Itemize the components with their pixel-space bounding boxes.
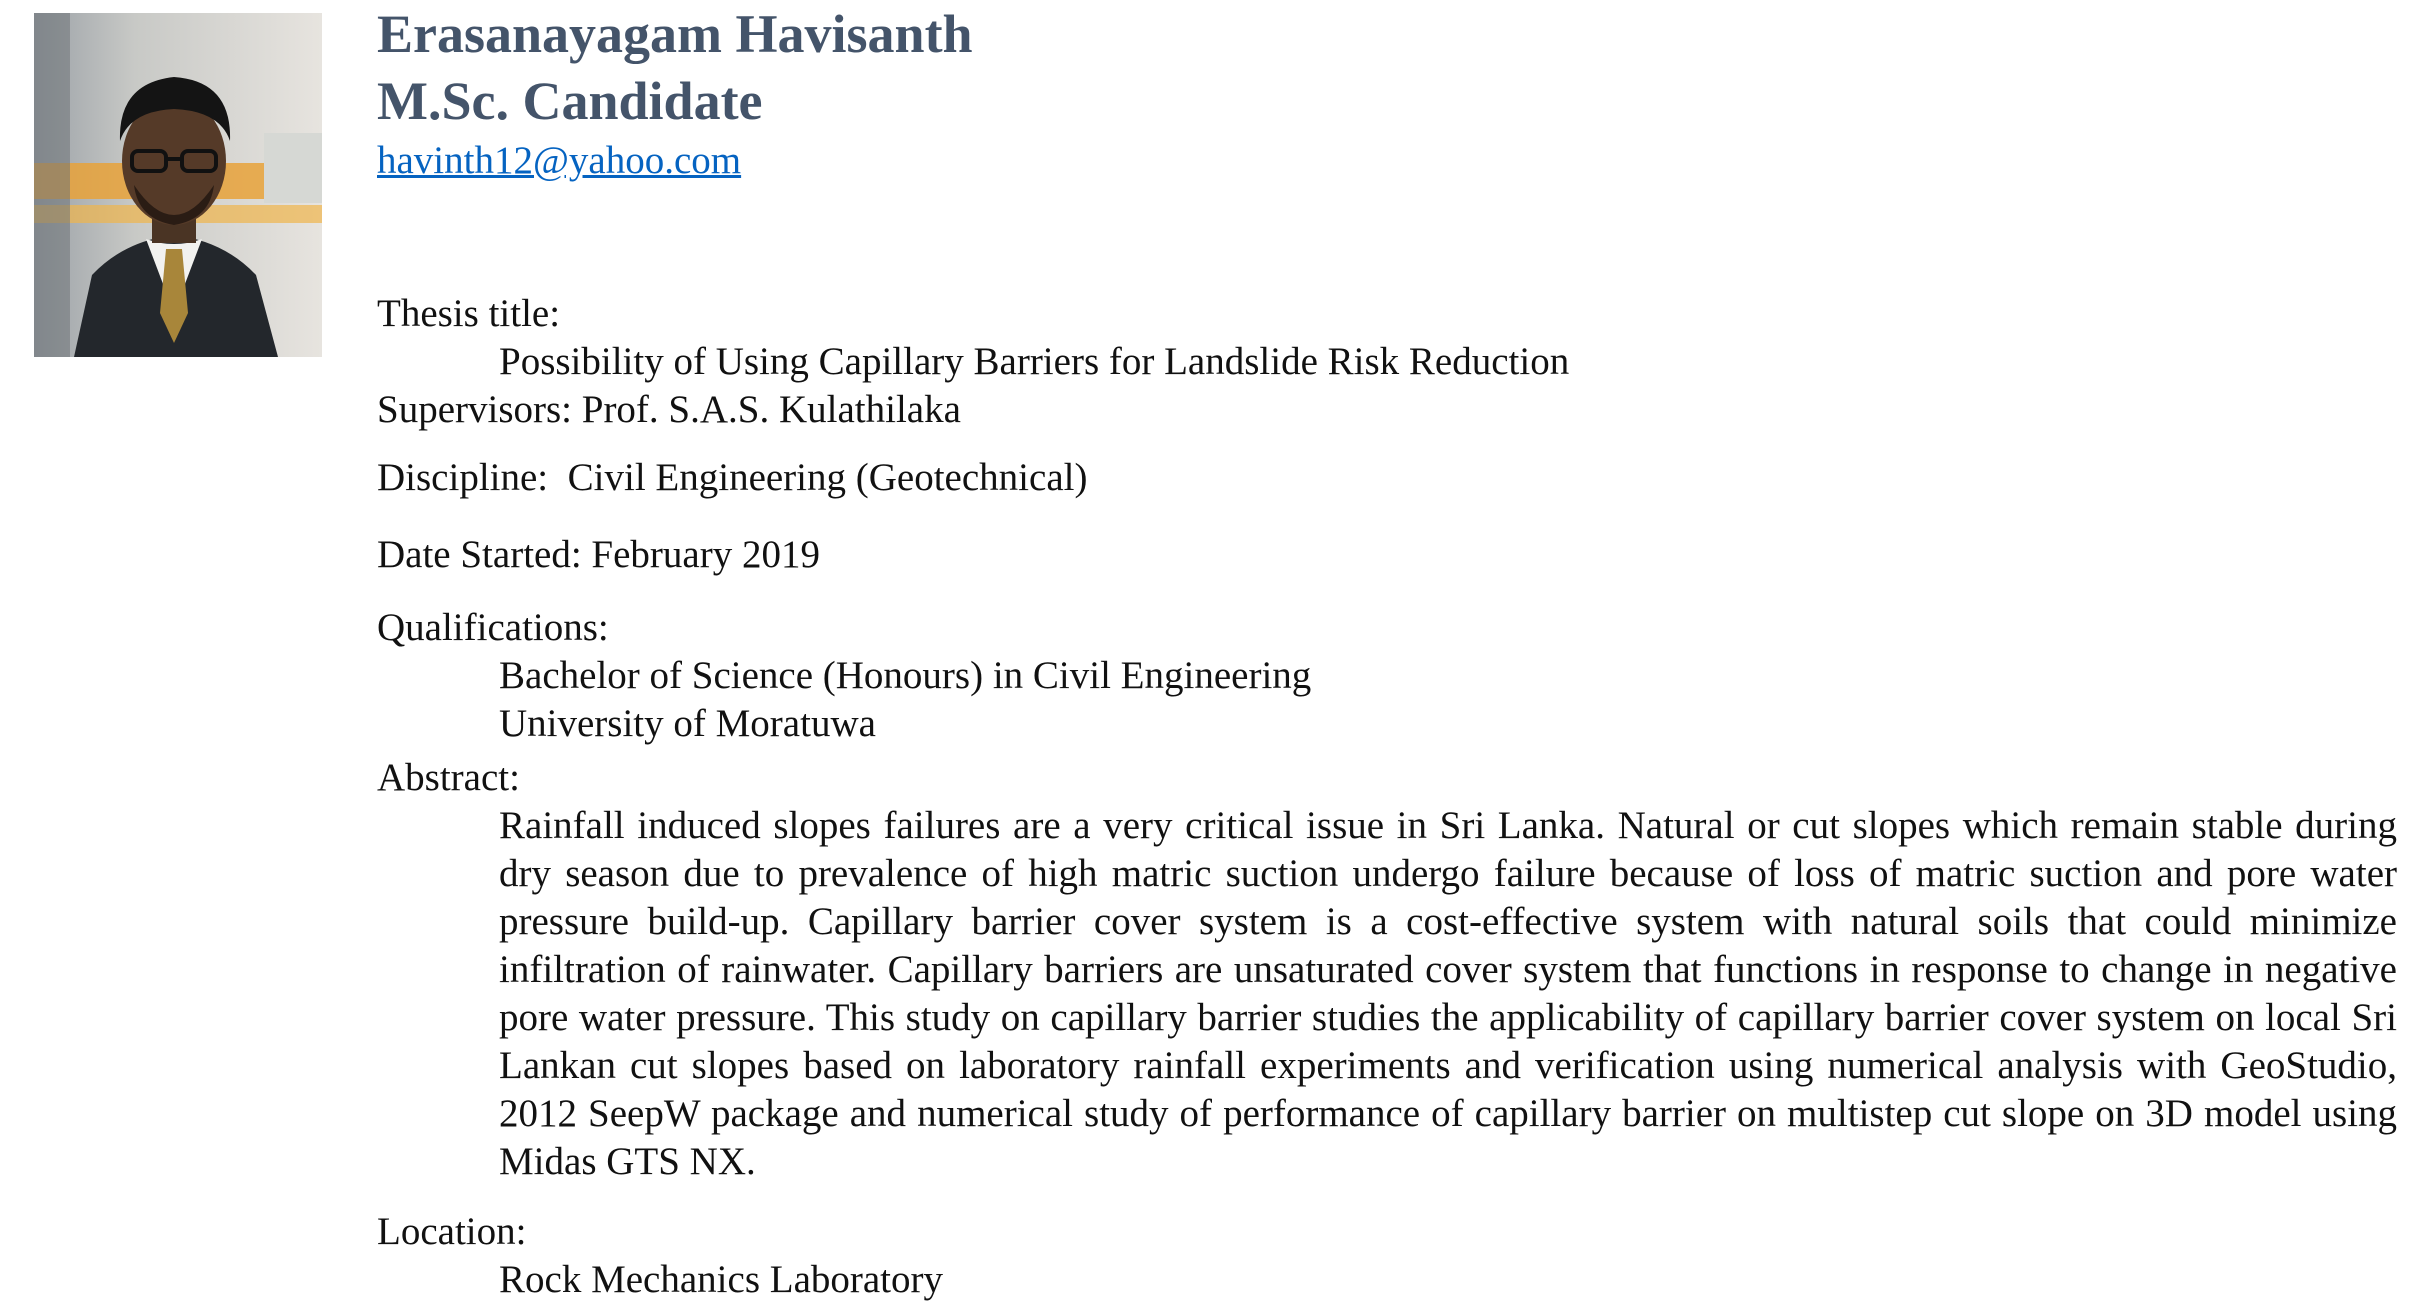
- abstract-label: Abstract:: [377, 756, 520, 799]
- qualification-university: University of Moratuwa: [499, 702, 876, 745]
- date-started: Date Started: February 2019: [377, 533, 820, 576]
- qualification-degree: Bachelor of Science (Honours) in Civil Engineering: [499, 654, 1312, 697]
- profile-degree: M.Sc. Candidate: [377, 71, 763, 131]
- profile-photo: [34, 13, 322, 357]
- profile-name: Erasanayagam Havisanth: [377, 4, 973, 64]
- thesis-label: Thesis title:: [377, 292, 561, 335]
- portrait-photo: [34, 13, 322, 357]
- supervisors: Supervisors: Prof. S.A.S. Kulathilaka: [377, 388, 961, 431]
- location-value: Rock Mechanics Laboratory: [499, 1258, 944, 1301]
- thesis-title: Possibility of Using Capillary Barriers for Landslide Risk Reduction: [499, 340, 1570, 383]
- abstract-text: Rainfall induced slopes failures are a very critical issue in Sri Lanka. Natural or cut slopes which remain stable during dry season due to prevalence of high matric suction undergo failure because of loss of matric suction and pore water pressure build-up. Capillary barrier cover system is a cost-effective system with natural soils that could minimize infiltration of rainwater. Capillary barriers are unsaturated cover system that functions in response to change in negative pore water pressure. This study on capillary barrier studies the applicability of capillary barrier cover system on local Sri Lankan cut slopes based on laboratory rainfall experiments and verification using numerical analysis with GeoStudio, 2012 SeepW package and numerical study of performance of capillary barrier on multistep cut slope on 3D model using Midas GTS NX.: [499, 804, 2397, 1183]
- email-link[interactable]: havinth12@yahoo.com: [377, 139, 742, 182]
- qualifications-label: Qualifications:: [377, 606, 609, 649]
- discipline: Discipline: Civil Engineering (Geotechnical): [377, 456, 1088, 499]
- location-label: Location:: [377, 1210, 527, 1253]
